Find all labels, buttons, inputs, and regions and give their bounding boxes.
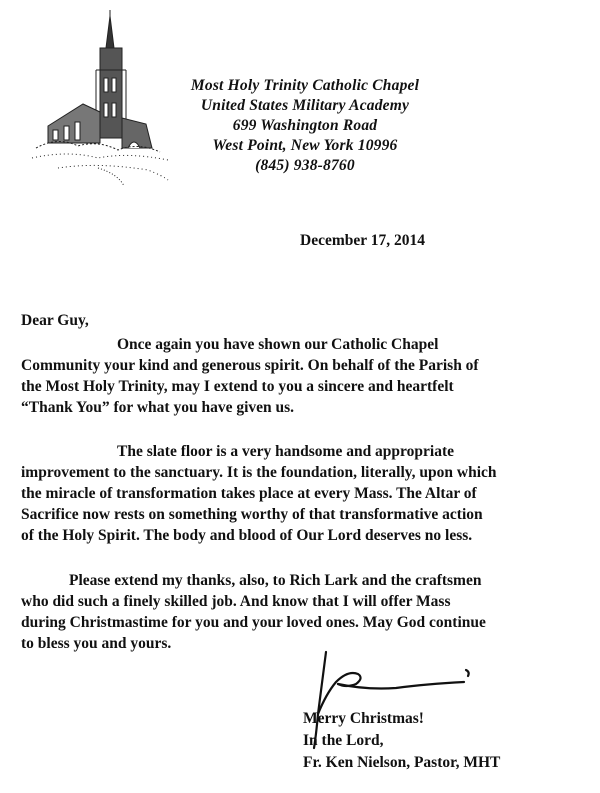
paragraph-line: “Thank You” for what you have given us. xyxy=(21,399,295,416)
paragraph-line: Sacrifice now rests on something worthy of that transformative action xyxy=(21,506,483,523)
paragraph-3 xyxy=(21,570,581,654)
phone-number: (845) 938-8760 xyxy=(255,157,355,174)
street-address: 699 Washington Road xyxy=(232,117,378,134)
closing-block xyxy=(303,708,500,774)
city-address: West Point, New York 10996 xyxy=(212,137,398,154)
letter-date: December 17, 2014 xyxy=(300,232,425,249)
paragraph-line: of the Holy Spirit. The body and blood of Our Lord deserves no less. xyxy=(21,527,473,544)
paragraph-line: improvement to the sanctuary. It is the foundation, literally, upon which xyxy=(21,464,497,481)
paragraph-line: Please extend my thanks, also, to Rich Lark and the craftsmen xyxy=(69,572,482,589)
paragraph-line: Once again you have shown our Catholic Chapel xyxy=(117,336,439,353)
salutation: Dear Guy, xyxy=(21,312,89,329)
closing-greeting: Merry Christmas! xyxy=(303,710,424,727)
chapel-name: Most Holy Trinity Catholic Chapel xyxy=(190,77,420,94)
paragraph-line: The slate floor is a very handsome and appropriate xyxy=(117,443,454,460)
paragraph-line: who did such a finely skilled job. And know that I will offer Mass xyxy=(21,593,451,610)
closing-phrase: In the Lord, xyxy=(303,732,384,749)
paragraph-line: the Most Holy Trinity, may I extend to you a sincere and heartfelt xyxy=(21,378,454,395)
paragraph-1 xyxy=(21,334,581,418)
letterhead xyxy=(150,76,460,176)
paragraph-2 xyxy=(21,441,581,546)
paragraph-line: during Christmastime for you and your loved ones. May God continue xyxy=(21,614,486,631)
paragraph-line: to bless you and yours. xyxy=(21,635,172,652)
paragraph-line: the miracle of transformation takes place at every Mass. The Altar of xyxy=(21,485,477,502)
paragraph-line: Community your kind and generous spirit. On behalf of the Parish of xyxy=(21,357,479,374)
academy-name: United States Military Academy xyxy=(200,97,410,114)
signer-name: Fr. Ken Nielson, Pastor, MHT xyxy=(303,754,501,771)
